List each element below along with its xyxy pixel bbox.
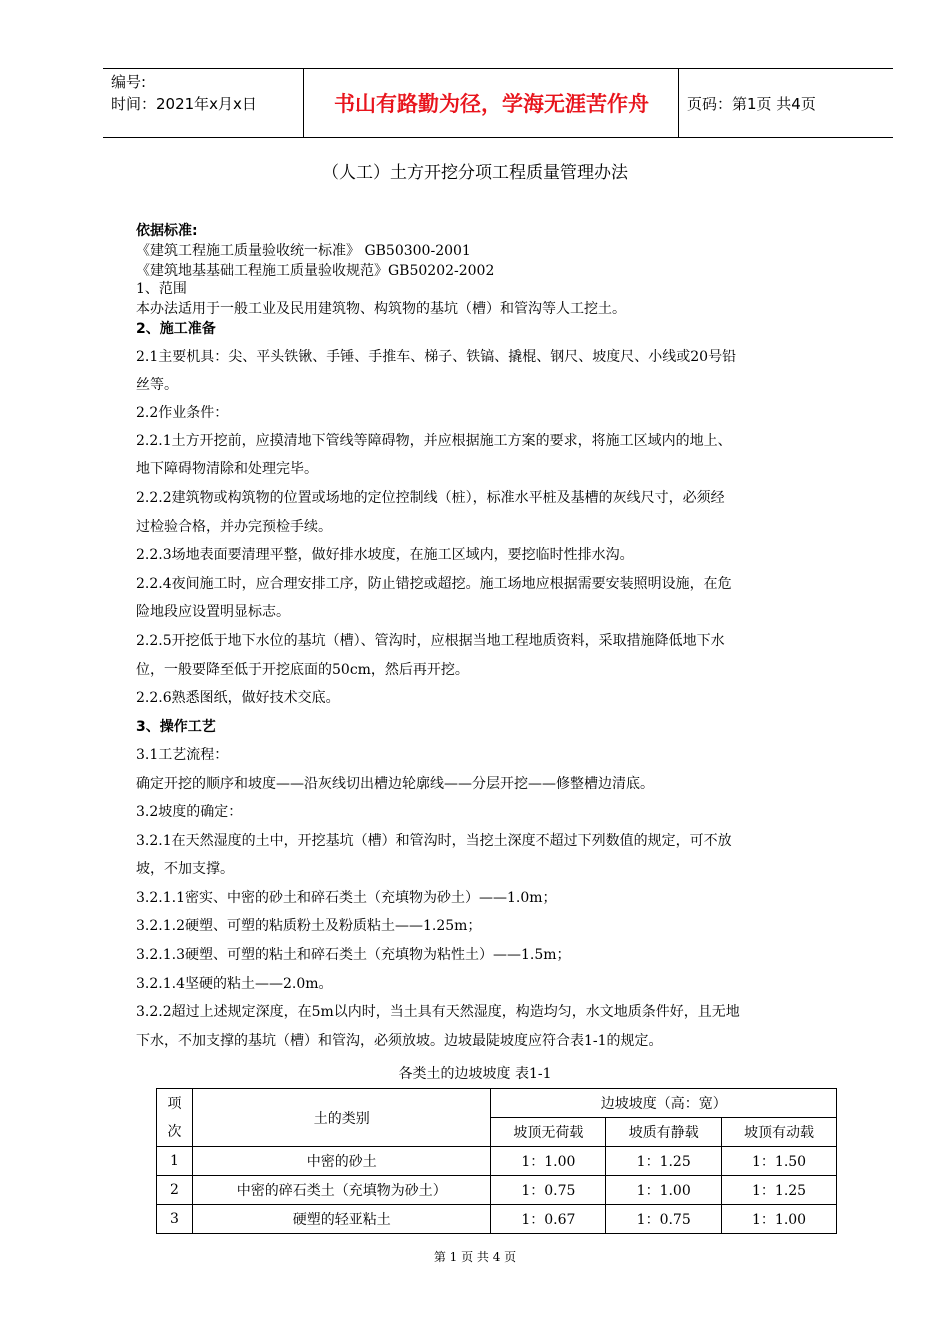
body-line: 3.2.2超过上述规定深度，在5m以内时，当土具有天然湿度，构造均匀，水文地质条件好，且无地 xyxy=(136,1004,740,1020)
header-page-number: 页码：第1页 共4页 xyxy=(687,94,816,113)
header-motto: 书山有路勤为径，学海无涯苦作舟 xyxy=(334,92,649,116)
body-line: 《建筑地基基础工程施工质量验收规范》GB50202-2002 xyxy=(136,263,495,279)
body-line: 下水，不加支撑的基坑（槽）和管沟，必须放坡。边坡最陡坡度应符合表1-1的规定。 xyxy=(136,1033,663,1049)
body-line: 3.2.1在天然湿度的土中，开挖基坑（槽）和管沟时，当挖土深度不超过下列数值的规定，可不放 xyxy=(136,833,732,849)
document-title: （人工）土方开挖分项工程质量管理办法 xyxy=(322,163,628,183)
header-item-no: 项 次 xyxy=(157,1089,193,1147)
body-line: 3.2.1.3硬塑、可塑的粘土和碎石类土（充填物为粘性土）——1.5m； xyxy=(136,947,571,963)
body-line: 3.2.1.1密实、中密的砂土和碎石类土（充填物为砂土）——1.0m； xyxy=(136,890,557,906)
header-dynamic-load: 坡顶有动载 xyxy=(722,1118,837,1147)
header-divider xyxy=(303,69,304,137)
number-label: 编号: xyxy=(111,73,147,91)
section-heading: 3、操作工艺 xyxy=(136,719,216,735)
row-value: 1：1.00 xyxy=(491,1147,606,1176)
section-heading: 2、施工准备 xyxy=(136,321,216,337)
slope-table xyxy=(156,1088,837,1234)
body-line: 3.2.1.2硬塑、可塑的粘质粉土及粉质粘土——1.25m； xyxy=(136,918,482,934)
header-no-load: 坡顶无荷载 xyxy=(491,1118,606,1147)
header-slope: 边坡坡度（高：宽） xyxy=(491,1089,837,1118)
row-number: 2 xyxy=(157,1176,193,1205)
body-line: 过检验合格，并办完预检手续。 xyxy=(136,519,332,535)
table-row xyxy=(157,1176,837,1205)
table-row xyxy=(157,1205,837,1234)
body-line: 3.2.1.4坚硬的粘土——2.0m。 xyxy=(136,976,333,992)
row-value: 1：0.75 xyxy=(606,1205,722,1234)
page-footer: 第 1 页 共 4 页 xyxy=(433,1250,517,1264)
row-soil-type: 中密的砂土 xyxy=(192,1147,491,1176)
body-line: 位，一般要降至低于开挖底面的50cm，然后再开挖。 xyxy=(136,662,469,678)
table-caption: 各类土的边坡坡度 表1-1 xyxy=(398,1066,552,1082)
row-value: 1：1.25 xyxy=(606,1147,722,1176)
row-number: 1 xyxy=(157,1147,193,1176)
row-number: 3 xyxy=(157,1205,193,1234)
header-meta xyxy=(111,71,303,115)
row-value: 1：1.50 xyxy=(722,1147,837,1176)
row-value: 1：1.25 xyxy=(722,1176,837,1205)
row-soil-type: 中密的碎石类土（充填物为砂土） xyxy=(192,1176,491,1205)
body-line: 2.2.4夜间施工时，应合理安排工序，防止错挖或超挖。施工场地应根据需要安装照明设施，在危 xyxy=(136,576,732,592)
header-divider xyxy=(678,69,679,137)
body-line: 2.1主要机具：尖、平头铁锹、手锤、手推车、梯子、铁镐、撬棍、钢尺、坡度尺、小线或20号铅 xyxy=(136,349,737,365)
header-static-load: 坡质有静载 xyxy=(606,1118,722,1147)
row-value: 1：0.67 xyxy=(491,1205,606,1234)
body-line: 确定开挖的顺序和坡度——沿灰线切出槽边轮廓线——分层开挖——修整槽边清底。 xyxy=(136,776,654,792)
body-line: 险地段应设置明显标志。 xyxy=(136,604,290,620)
section-heading: 依据标准: xyxy=(136,223,198,239)
time-label: 时间：2021年x月x日 xyxy=(111,95,257,113)
body-line: 2.2.3场地表面要清理平整，做好排水坡度，在施工区域内，要挖临时性排水沟。 xyxy=(136,547,634,563)
body-line: 2.2.1土方开挖前，应摸清地下管线等障碍物，并应根据施工方案的要求，将施工区域内的地上、 xyxy=(136,433,732,449)
body-line: 2.2.2建筑物或构筑物的位置或场地的定位控制线（桩），标准水平桩及基槽的灰线尺寸，必须经 xyxy=(136,490,725,506)
document-header xyxy=(103,68,893,138)
row-soil-type: 硬塑的轻亚粘土 xyxy=(192,1205,491,1234)
row-value: 1：1.00 xyxy=(722,1205,837,1234)
body-line: 3.1工艺流程： xyxy=(136,747,229,763)
body-line: 丝等。 xyxy=(136,377,178,393)
body-line: 本办法适用于一般工业及民用建筑物、构筑物的基坑（槽）和管沟等人工挖土。 xyxy=(136,301,626,317)
body-line: 2.2作业条件： xyxy=(136,405,229,421)
body-line: 《建筑工程施工质量验收统一标准》 GB50300-2001 xyxy=(136,243,471,259)
body-line: 地下障碍物清除和处理完毕。 xyxy=(136,461,318,477)
header-soil-type: 土的类别 xyxy=(192,1089,491,1147)
row-value: 1：0.75 xyxy=(491,1176,606,1205)
body-line: 坡，不加支撑。 xyxy=(136,861,234,877)
row-value: 1：1.00 xyxy=(606,1176,722,1205)
body-line: 1、范围 xyxy=(136,281,187,297)
body-line: 2.2.5开挖低于地下水位的基坑（槽）、管沟时，应根据当地工程地质资料，采取措施降低地下水 xyxy=(136,633,725,649)
body-line: 2.2.6熟悉图纸，做好技术交底。 xyxy=(136,690,340,706)
table-row xyxy=(157,1147,837,1176)
body-line: 3.2坡度的确定： xyxy=(136,804,243,820)
